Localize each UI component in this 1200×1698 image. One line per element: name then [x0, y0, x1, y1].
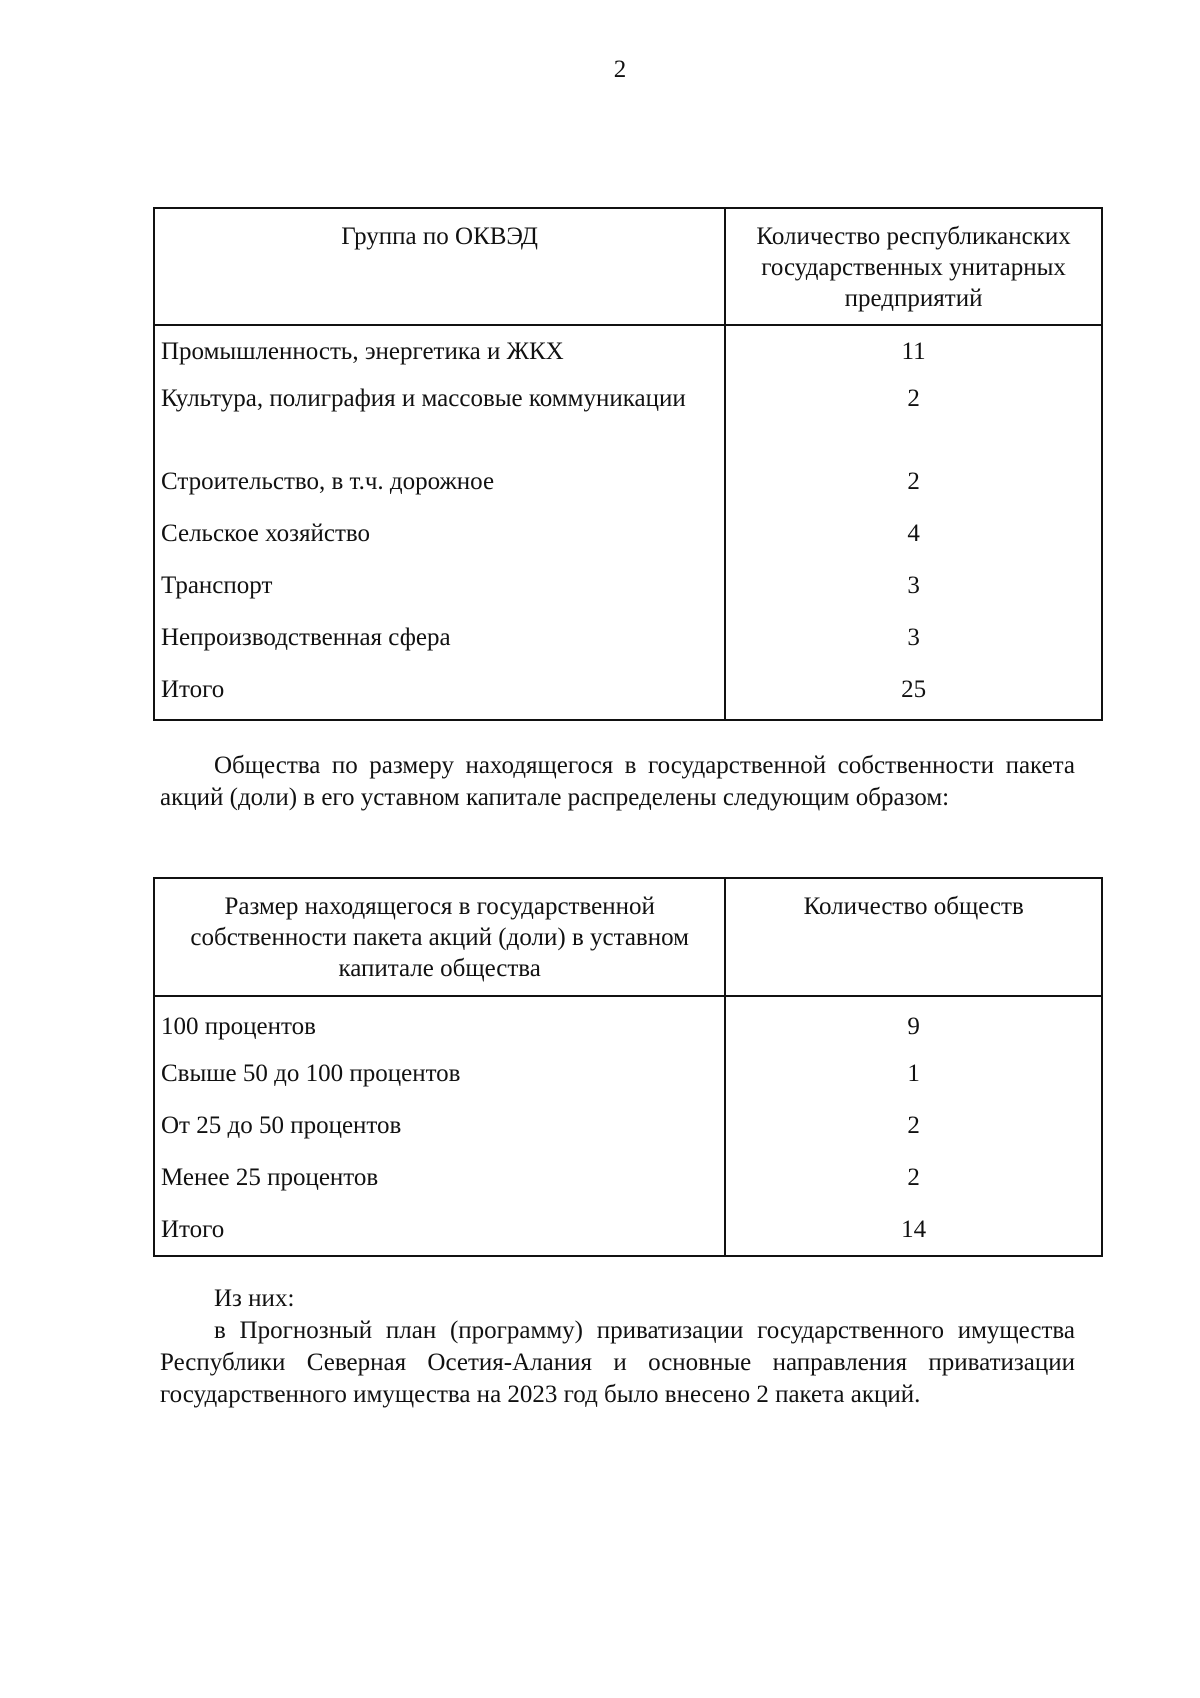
- header-enterprise-count: Количество республиканских государственных унитарных предприятий: [725, 208, 1102, 325]
- total-label: Итого: [154, 1204, 725, 1256]
- total-value: 14: [725, 1204, 1102, 1256]
- row-label: Культура, полиграфия и массовые коммуникации: [154, 377, 725, 460]
- row-value: 3: [725, 564, 1102, 616]
- paragraph-societies: Общества по размеру находящегося в государственной собственности пакета акций (доли) в его уставном капитале распределены следующим образом:: [160, 752, 1075, 811]
- row-label: Непроизводственная сфера: [154, 616, 725, 668]
- table-row: [154, 460, 1102, 512]
- table-row: [154, 512, 1102, 564]
- table-row: [154, 1048, 1102, 1100]
- paragraph-privatization-plan: в Прогнозный план (программу) приватизации государственного имущества Республики Северная Осетия-Алания и основные направления приватизации государственного имущества на 2023 год было внесено 2 пакета акций.: [160, 1317, 1075, 1408]
- row-value: 2: [725, 460, 1102, 512]
- header-society-count: Количество обществ: [725, 878, 1102, 996]
- row-label: Строительство, в т.ч. дорожное: [154, 460, 725, 512]
- row-label: Менее 25 процентов: [154, 1152, 725, 1204]
- shares-table: [153, 877, 1103, 1257]
- header-share-size: Размер находящегося в государственной собственности пакета акций (доли) в уставном капитале общества: [154, 878, 725, 996]
- total-label: Итого: [154, 668, 725, 720]
- table-row: [154, 325, 1102, 377]
- table-row-total: [154, 1204, 1102, 1256]
- header-okved-group: Группа по ОКВЭД: [154, 208, 725, 325]
- table-header-row: [154, 208, 1102, 325]
- row-value: 2: [725, 1100, 1102, 1152]
- table-row: [154, 996, 1102, 1048]
- row-value: 2: [725, 377, 1102, 460]
- table-row: [154, 616, 1102, 668]
- table-row-total: [154, 668, 1102, 720]
- row-label: Свыше 50 до 100 процентов: [154, 1048, 725, 1100]
- row-label: Транспорт: [154, 564, 725, 616]
- row-value: 9: [725, 996, 1102, 1048]
- table-row: [154, 1152, 1102, 1204]
- table-row: [154, 377, 1102, 460]
- okved-table: [153, 207, 1103, 721]
- row-value: 11: [725, 325, 1102, 377]
- paragraph-of-them: Из них:: [214, 1285, 295, 1312]
- page-number: 2: [613, 56, 627, 83]
- row-value: 4: [725, 512, 1102, 564]
- row-value: 1: [725, 1048, 1102, 1100]
- row-value: 3: [725, 616, 1102, 668]
- row-label: Промышленность, энергетика и ЖКХ: [154, 325, 725, 377]
- row-label: Сельское хозяйство: [154, 512, 725, 564]
- row-value: 2: [725, 1152, 1102, 1204]
- row-label: От 25 до 50 процентов: [154, 1100, 725, 1152]
- table-row: [154, 564, 1102, 616]
- table-row: [154, 1100, 1102, 1152]
- row-label: 100 процентов: [154, 996, 725, 1048]
- total-value: 25: [725, 668, 1102, 720]
- table-header-row: [154, 878, 1102, 996]
